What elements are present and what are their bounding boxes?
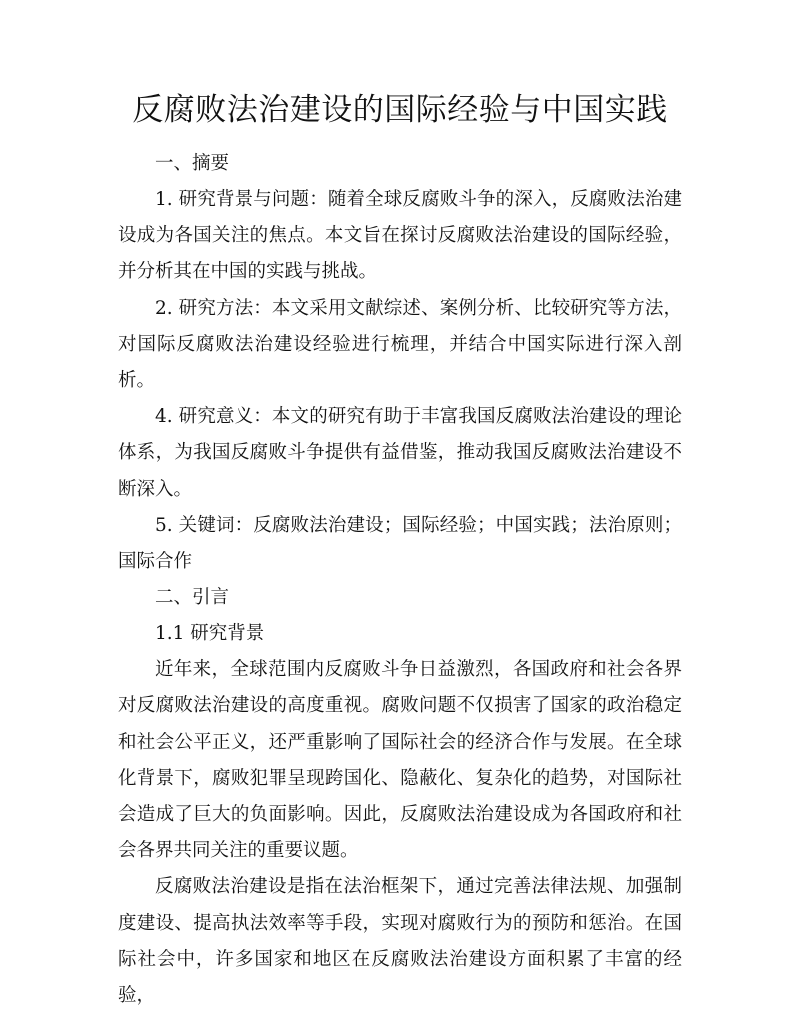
abstract-item: 4. 研究意义：本文的研究有助于丰富我国反腐败法治建设的理论体系，为我国反腐败斗争提供有益借鉴，推动我国反腐败法治建设不断深入。 <box>118 406 682 500</box>
intro-paragraph: 反腐败法治建设是指在法治框架下，通过完善法律法规、加强制度建设、提高执法效率等手段，实现对腐败行为的预防和惩治。在国际社会中，许多国家和地区在反腐败法治建设方面积累了丰富的经验， <box>118 876 682 1007</box>
abstract-heading: 一、摘要 <box>155 153 230 174</box>
abstract-item: 1. 研究背景与问题：随着全球反腐败斗争的深入，反腐败法治建设成为各国关注的焦点。本文旨在探讨反腐败法治建设的国际经验，并分析其在中国的实践与挑战。 <box>118 189 682 283</box>
document-body <box>118 146 682 1014</box>
intro-subheading: 1.1 研究背景 <box>155 623 265 645</box>
intro-heading: 二、引言 <box>155 587 230 609</box>
abstract-item: 5. 关键词：反腐败法治建设；国际经验；中国实践；法治原则；国际合作 <box>118 514 682 573</box>
abstract-item: 2. 研究方法：本文采用文献综述、案例分析、比较研究等方法，对国际反腐败法治建设经验进行梳理，并结合中国实际进行深入剖析。 <box>118 297 682 392</box>
intro-paragraph: 近年来，全球范围内反腐败斗争日益激烈，各国政府和社会各界对反腐败法治建设的高度重视。腐败问题不仅损害了国家的政治稳定和社会公平正义，还严重影响了国际社会的经济合作与发展。在全球化背景下，腐败犯罪呈现跨国化、隐蔽化、复杂化的趋势，对国际社会造成了巨大的负面影响。因此，反腐败法治建设成为各国政府和社会各界共同关注的重要议题。 <box>118 659 682 862</box>
document-title: 反腐败法治建设的国际经验与中国实践 <box>132 92 668 128</box>
